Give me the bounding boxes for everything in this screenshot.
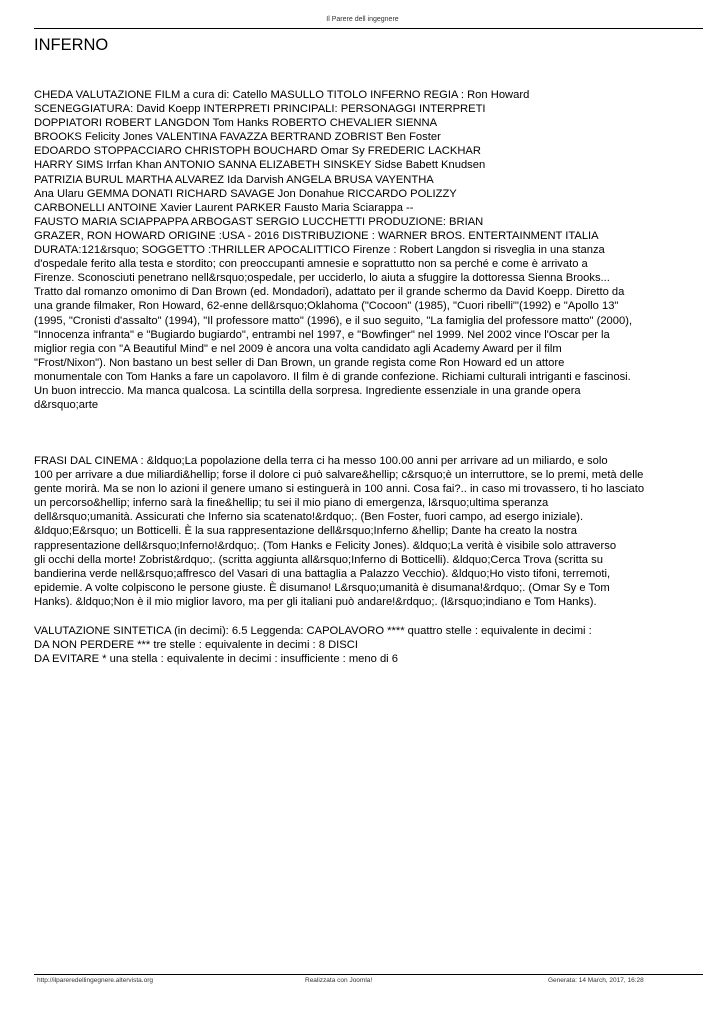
article-title: INFERNO bbox=[34, 36, 109, 54]
film-review-paragraph: CHEDA VALUTAZIONE FILM a cura di: Catello MASULLO TITOLO INFERNO REGIA : Ron Howard SCENEGGIATURA: David Koepp INTERPRETI PRINCIPALI: PERSONAGGI INTERPRETI DOPPIATORI ROBERT LANGDON Tom Hanks ROBERTO CHEVALIER SIENNA BROOKS Felicity Jones VALENTINA FAVAZZA BERTRAND ZOBRIST Ben Foster EDOARDO STOPPACCIARO CHRISTOPH BOUCHARD Omar Sy FREDERIC LACKHAR HARRY SIMS Irrfan Khan ANTONIO SANNA ELIZABETH SINSKEY Sidse Babett Knudsen PATRIZIA BURUL MARTHA ALVAREZ Ida Darvish ANGELA BRUSA VAYENTHA Ana Ularu GEMMA DONATI RICHARD SAVAGE Jon Donahue RICCARDO POLIZZY CARBONELLI ANTOINE Xavier Laurent PARKER Fausto Maria Sciarappa -- FAUSTO MARIA SCIAPPAPPA ARBOGAST SERGIO LUCCHETTI PRODUZIONE: BRIAN GRAZER, RON HOWARD ORIGINE :USA - 2016 DISTRIBUZIONE : WARNER BROS. ENTERTAINMENT ITALIA DURATA:121&rsquo; SOGGETTO :THRILLER APOCALITTICO Firenze : Robert Langdon si risveglia in una stanza d'ospedale ferito alla testa e stordito; con preoccupanti amnesie e soprattutto non sa perché e come è arrivato a Firenze. Sconosciuti penetrano nell&rsquo;ospedale, per ucciderlo, lo aiuta a sfuggire la dottoressa Sienna Brooks... Tratto dal romanzo omonimo di Dan Brown (ed. Mondadori), adattato per il grande schermo da David Koepp. Diretto da una grande filmaker, Ron Howard, 62-enne dell&rsquo;Oklahoma ("Cocoon" (1985), "Cuori ribelli"'(1992) e "Apollo 13" (1995, "Cronisti d'assalto" (1994), "Il professore matto" (1996), e il suo seguito, "La famiglia del professore matto" (2000), "Innocenza infranta" e "Bugiardo bugiardo", entrambi nel 1997, e "Bowfinger" nel 1999. Nel 2002 vince l'Oscar per la miglior regia con "A Beautiful Mind" e nel 2009 è ancora una volta candidato agli Academy Award per il film "Frost/Nixon"). Non bastano un best seller di Dan Brown, un grande regista come Ron Howard ed un attore monumentale con Tom Hanks a fare un capolavoro. Il film è di grande confezione. Richiami culturali intriganti e fascinosi. Un buon intreccio. Ma manca qualcosa. La scintilla della sorpresa. Ingrediente essenziale in una grande opera d&rsquo;arte bbox=[34, 89, 633, 412]
page-header-site-name: Il Parere dell ingegnere bbox=[326, 16, 399, 23]
footer-site-url: http://ilpareredellingegnere.altervista.org bbox=[37, 977, 153, 984]
film-quotes-paragraph: FRASI DAL CINEMA : &ldquo;La popolazione della terra ci ha messo 100.00 anni per arrivare ad un miliardo, e solo 100 per arrivare a due miliardi&hellip; forse il dolore ci può salvare&hellip; c&rsquo;è un interruttore, se lo premi, metà delle gente morirà. Ma se non lo azioni il genere umano si estinguerà in 100 anni. Cosa fai?.. in caso mi trovassero, ti ho lasciato un percorso&hellip; inferno sarà la fine&hellip; tu sei il mio piano di emergenza, l&rsquo;ultima speranza dell&rsquo;umanità. Assicurati che Inferno sia scatenato!&rdquo;. (Ben Foster, fuori campo, ad esergo iniziale). &ldquo;E&rsquo; un Botticelli. È la sua rappresentazione dell&rsquo;Inferno &hellip; Dante ha creato la nostra rappresentazione dell&rsquo;Inferno!&rdquo;. (Tom Hanks e Felicity Jones). &ldquo;La verità è visibile solo attraverso gli occhi della morte! Zobrist&rdquo;. (scritta aggiunta all&rsquo;Inferno di Botticelli). &ldquo;Cerca Trova (scritta su bandierina verde nell&rsquo;affresco del Vasari di una battaglia a Palazzo Vecchio). &ldquo;Ho visto tifoni, terremoti, epidemie. A volte colpiscono le persone giuste. È disumano! L&rsquo;umanità è disumana!&rdquo;. (Omar Sy e Tom Hanks). &ldquo;Non è il mio miglior lavoro, ma per gli italiani può andare!&rdquo;. (l&rsquo;indiano e Tom Hanks). bbox=[34, 455, 645, 608]
header-divider bbox=[34, 28, 703, 29]
rating-legend-paragraph: VALUTAZIONE SINTETICA (in decimi): 6.5 Leggenda: CAPOLAVORO **** quattro stelle : equivalente in decimi : DA NON PERDERE *** tre stelle : equivalente in decimi : 8 DISCI DA EVITARE * una stella : equivalente in decimi : insufficiente : meno di 6 bbox=[34, 625, 592, 666]
footer-generated-date: Generata: 14 March, 2017, 16:28 bbox=[548, 977, 644, 984]
footer-powered-by: Realizzata con Joomla! bbox=[305, 977, 373, 984]
footer-divider bbox=[34, 974, 703, 975]
